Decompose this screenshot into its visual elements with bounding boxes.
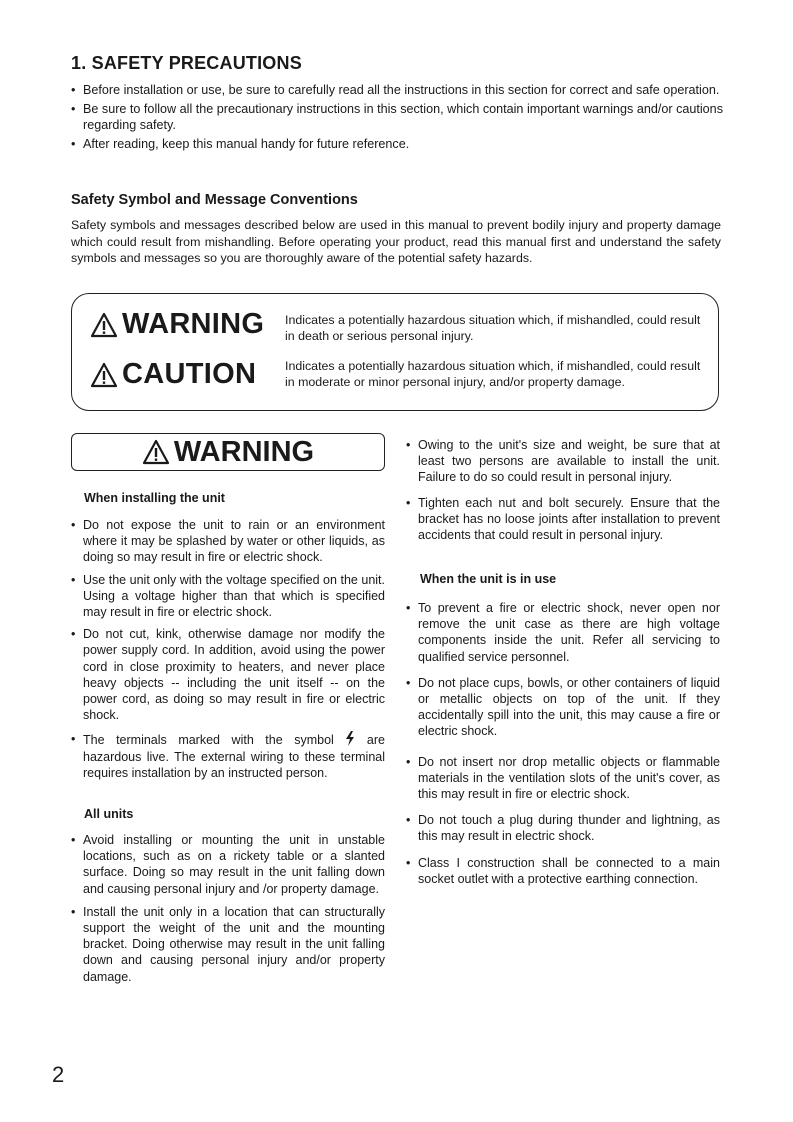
list-item: • To prevent a fire or electric shock, never open nor remove the unit case as there are high voltage components inside the unit. Refer all servicing to qualified service personnel. (406, 600, 720, 665)
conventions-heading: Safety Symbol and Message Conventions (71, 192, 358, 208)
legend-caution-label: CAUTION (122, 358, 257, 390)
list-item: • Do not expose the unit to rain or an environment where it may be splashed by water or other liquids, as doing so may result in fire or electric shock. (71, 517, 385, 566)
symbol-legend-box (71, 293, 719, 411)
legend-warning-desc: Indicates a potentially hazardous situation which, if mishandled, could result in death or serious personal injury. (285, 313, 701, 343)
warning-triangle-icon (90, 362, 118, 388)
list-item: • Avoid installing or mounting the unit in unstable locations, such as on a rickety table or a slanted surface. Doing so may result in the unit falling down and causing personal injury and /or property damage. (71, 832, 385, 897)
left-column-list (71, 517, 385, 781)
all-units-heading: All units (84, 807, 134, 821)
legend-warning (90, 308, 264, 341)
list-item: • Do not cut, kink, otherwise damage nor modify the power supply cord. In addition, avoid using the power cord in close proximity to heaters, and never place heavy objects -- including the unit itself -- on the power cord, as doing so may result in fire or electric shock. (71, 626, 385, 723)
warning-banner-label: WARNING (173, 435, 315, 468)
installing-heading: When installing the unit (84, 491, 225, 505)
legend-warning-label: WARNING (122, 308, 265, 340)
intro-list (71, 82, 723, 154)
list-item: • Install the unit only in a location that can structurally support the weight of the unit and the mounting bracket. Doing otherwise may result in the unit falling down and causing personal injury and/or property damage. (71, 904, 385, 985)
list-item: • Class I construction shall be connected to a main socket outlet with a protective earthing connection. (406, 855, 720, 887)
legend-caution-desc: Indicates a potentially hazardous situation which, if mishandled, could result in moderate or minor personal injury, and/or property damage. (285, 359, 701, 389)
list-item: • Use the unit only with the voltage specified on the unit. Using a voltage higher than that which is specified may result in fire or electric shock. (71, 572, 385, 621)
warning-banner (71, 433, 385, 471)
terminal-text-before: The terminals marked with the symbol (83, 733, 334, 748)
page-title: 1. SAFETY PRECAUTIONS (71, 53, 302, 73)
list-item: • Be sure to follow all the precautionary instructions in this section, which contain important warnings and/or cautions regarding safety. (71, 101, 723, 134)
list-item: • Do not place cups, bowls, or other containers of liquid or metallic objects on top of the unit. If they accidentally spill into the unit, this may cause a fire or electric shock. (406, 675, 720, 740)
list-item: • Owing to the unit's size and weight, be sure that at least two persons are available to install the unit. Failure to do so could result in personal injury. (406, 437, 720, 486)
terminal-text-after: are hazardous live. The external wiring to these terminal requires installation by an instructed person. (83, 733, 385, 780)
all-units-list (71, 832, 385, 985)
page-number: 2 (52, 1062, 65, 1087)
in-use-heading-block (420, 571, 720, 587)
list-item: • Do not touch a plug during thunder and lightning, as this may result in electric shock. (406, 812, 720, 844)
list-item: • Before installation or use, be sure to carefully read all the instructions in this section for correct and safe operation. (71, 82, 723, 99)
list-item (71, 731, 385, 781)
in-use-list (406, 600, 720, 887)
warning-triangle-icon (142, 439, 170, 465)
conventions-text: Safety symbols and messages described below are used in this manual to prevent bodily injury and property damage which could result from mishandling. Before operating your product, read this manual first and understand the safety symbols and messages so you are thoroughly aware of the potential safety hazards. (71, 218, 721, 265)
warning-triangle-icon (90, 312, 118, 338)
installing-heading-block (84, 490, 384, 506)
list-item: • Do not insert nor drop metallic objects or flammable materials in the ventilation slots of the unit's cover, as this may result in fire or electric shock. (406, 754, 720, 803)
list-item: • After reading, keep this manual handy for future reference. (71, 136, 723, 153)
legend-caution (90, 358, 256, 391)
all-units-heading-block (84, 806, 384, 822)
in-use-heading: When the unit is in use (420, 572, 557, 586)
right-column-list (406, 437, 720, 543)
list-item: • Tighten each nut and bolt securely. Ensure that the bracket has no loose joints after installation to prevent accidents that could result in personal injury. (406, 495, 720, 544)
hazardous-live-bolt-icon (345, 731, 355, 746)
